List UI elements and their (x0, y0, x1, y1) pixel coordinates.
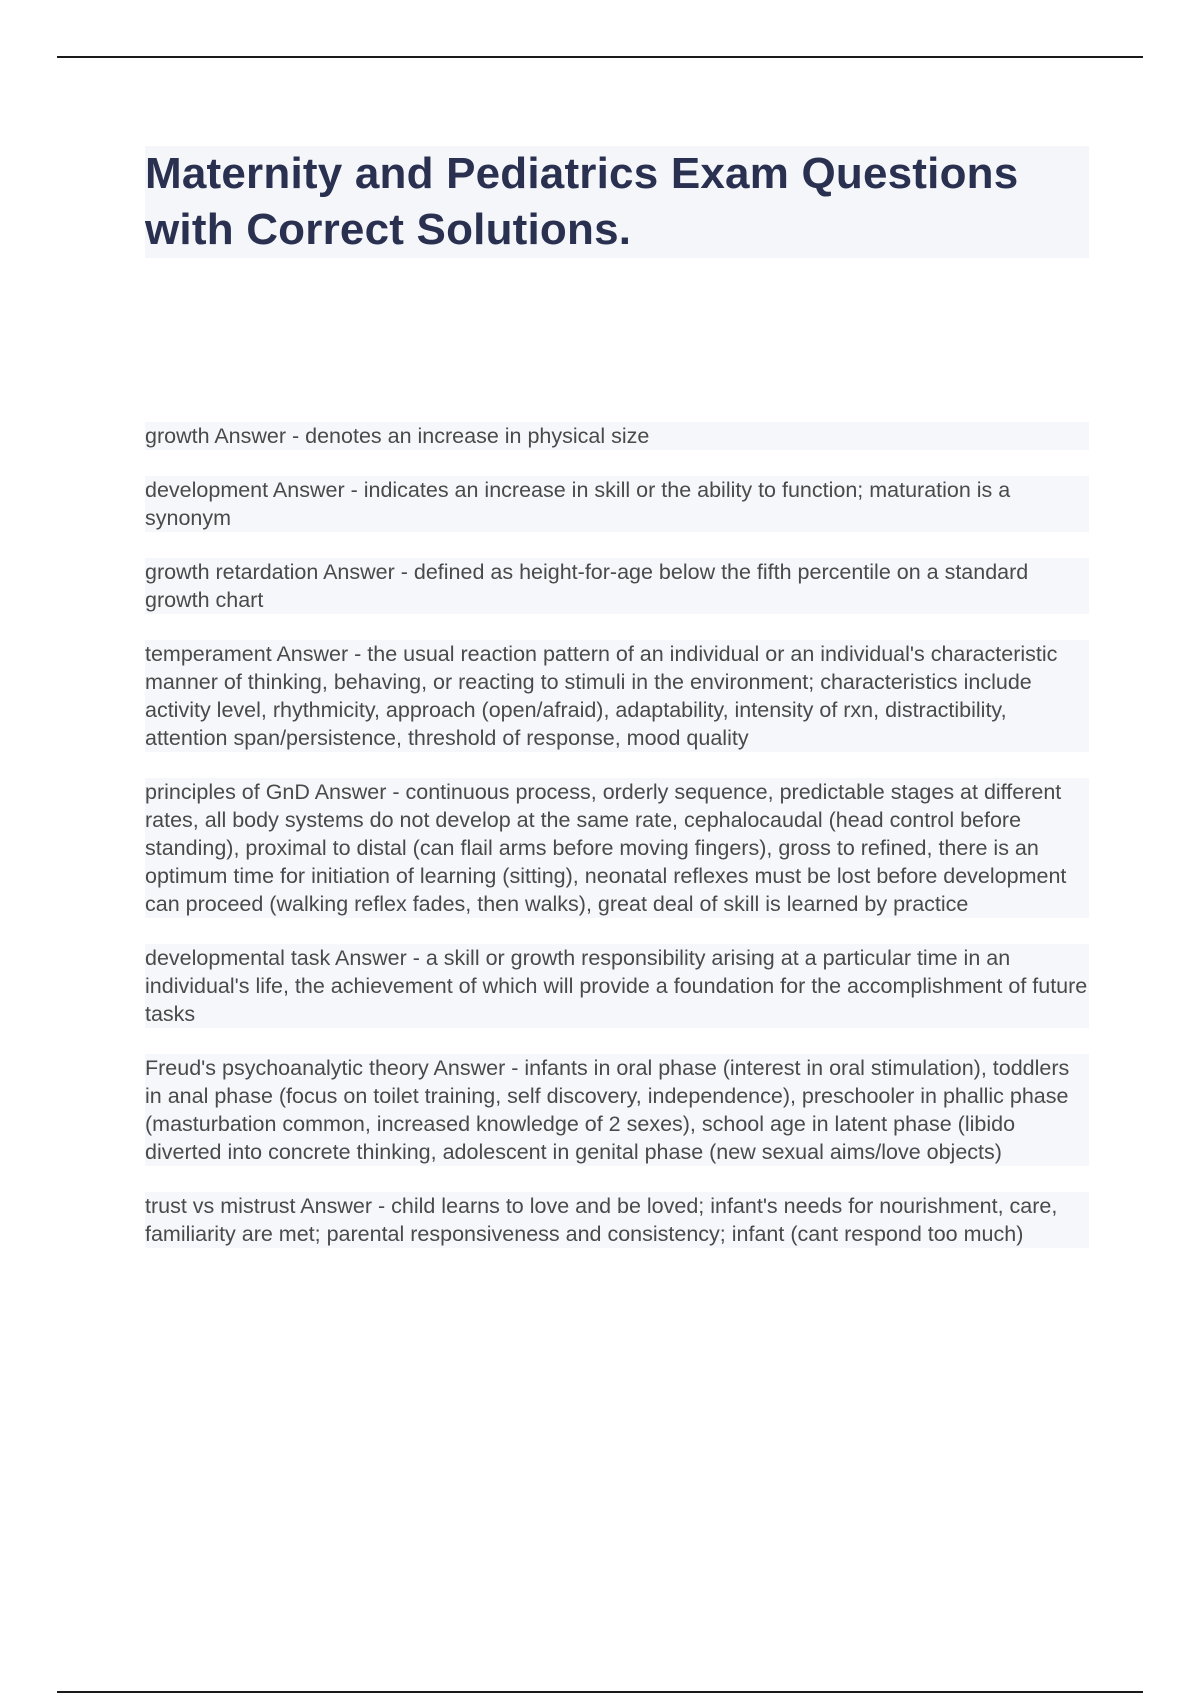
qa-separator: Answer - (318, 560, 414, 584)
qa-answer: infants in oral phase (interest in oral stimulation), toddlers in anal phase (focus on toilet training, self discovery, independence), preschooler in phallic phase (masturbation common, increased knowledge of 2 sexes), school age in latent phase (libido diverted into concrete thinking, adolescent in genital phase (new sexual aims/love objects) (145, 1056, 1070, 1164)
qa-term: temperament (145, 642, 272, 666)
qa-answer: a skill or growth responsibility arising at a particular time in an individual's life, the achievement of which will provide a foundation for the accomplishment of future tasks (145, 946, 1088, 1026)
qa-separator: Answer - (295, 1194, 392, 1218)
qa-item (145, 1192, 1089, 1248)
qa-answer: denotes an increase in physical size (305, 424, 650, 448)
qa-term: trust vs mistrust (145, 1194, 296, 1218)
header-rule (57, 56, 1143, 58)
qa-item (145, 778, 1089, 918)
qa-answer: continuous process, orderly sequence, predictable stages at different rates, all body systems do not develop at the same rate, cephalocaudal (head control before standing), proximal to distal (can flail arms before moving fingers), gross to refined, there is an optimum time for initiation of learning (sitting), neonatal reflexes must be lost before development can proceed (walking reflex fades, then walks), great deal of skill is learned by practice (145, 780, 1067, 916)
qa-term: Freud's psychoanalytic theory (145, 1056, 429, 1080)
qa-answer: defined as height-for-age below the fifth percentile on a standard growth chart (145, 560, 1029, 612)
qa-term: development (145, 478, 269, 502)
qa-term: growth retardation (145, 560, 319, 584)
footer-rule (57, 1691, 1143, 1693)
qa-answer: the usual reaction pattern of an individual or an individual's characteristic manner of thinking, behaving, or reacting to stimuli in the environment; characteristics include activity level, rhythmicity, approach (open/afraid), adaptability, intensity of rxn, distractibility, attention span/persistence, threshold of response, mood quality (145, 642, 1058, 750)
qa-separator: Answer - (268, 478, 364, 502)
qa-separator: Answer - (428, 1056, 525, 1080)
qa-separator: Answer - (309, 780, 406, 804)
qa-answer: indicates an increase in skill or the ability to function; maturation is a synonym (145, 478, 1011, 530)
qa-item (145, 1054, 1089, 1166)
document-title: Maternity and Pediatrics Exam Questions with Correct Solutions. (145, 149, 1019, 254)
qa-separator: Answer - (330, 946, 426, 970)
qa-separator: Answer - (209, 424, 306, 448)
qa-term: developmental task (145, 946, 331, 970)
qa-list (145, 422, 1089, 1274)
qa-item (145, 476, 1089, 532)
qa-item (145, 640, 1089, 752)
qa-term: growth (145, 424, 210, 448)
qa-item (145, 422, 1089, 450)
qa-answer: child learns to love and be loved; infant's needs for nourishment, care, familiarity are met; parental responsiveness and consistency; infant (cant respond too much) (145, 1194, 1058, 1246)
qa-term: principles of GnD (145, 780, 310, 804)
qa-item (145, 558, 1089, 614)
title-block (145, 146, 1089, 258)
qa-item (145, 944, 1089, 1028)
qa-separator: Answer - (271, 642, 368, 666)
